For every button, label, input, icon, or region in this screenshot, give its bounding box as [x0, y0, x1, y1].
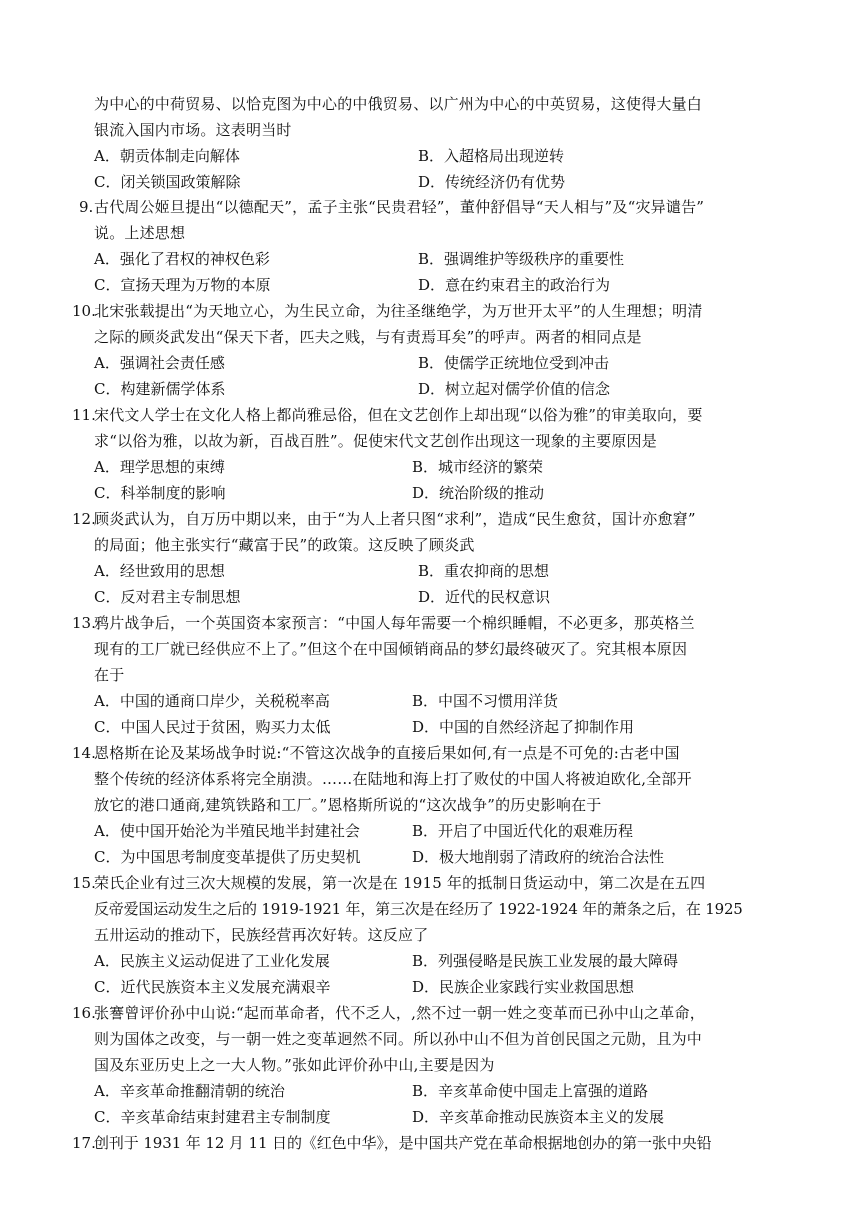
question-9-stem-line-2: 说。上述思想	[94, 224, 186, 242]
question-16-number: 16.	[72, 1004, 96, 1022]
question-9-option-c: C．宣扬天理为万物的本原	[94, 276, 271, 294]
question-14-option-d: D．极大地削弱了清政府的统治合法性	[412, 848, 665, 866]
question-10-stem-line-1: 北宋张载提出“为天地立心，为生民立命，为往圣继绝学，为万世开太平”的人生理想；明清	[94, 302, 703, 320]
question-17-stem-line-1: 创刊于 1931 年 12 月 11 日的《红色中华》，是中国共产党在革命根据地创办的第一张中央铅	[94, 1134, 712, 1152]
question-14-stem-line-2: 整个传统的经济体系将完全崩溃。……在陆地和海上打了败仗的中国人将被迫欧化,全部开	[94, 770, 692, 788]
question-11-number: 11.	[72, 406, 96, 424]
question-12-number: 12.	[72, 510, 96, 528]
question-14-option-a: A．使中国开始沦为半殖民地半封建社会	[94, 822, 360, 840]
question-15-number: 15.	[72, 874, 96, 892]
question-8-option-c: C．闭关锁国政策解除	[94, 173, 241, 191]
question-15-stem-line-1: 荣氏企业有过三次大规模的发展，第一次是在 1915 年的抵制日货运动中，第二次是在五四	[94, 874, 706, 892]
question-15-option-d: D．民族企业家践行实业救国思想	[412, 978, 635, 996]
question-12-option-c: C．反对君主专制思想	[94, 588, 241, 606]
question-16-option-a: A．辛亥革命推翻清朝的统治	[94, 1082, 285, 1100]
question-8-option-a: A．朝贡体制走向解体	[94, 147, 240, 165]
question-9-number: 9.	[79, 198, 94, 216]
question-11-option-c: C．科举制度的影响	[94, 484, 226, 502]
question-10-option-b: B．使儒学正统地位受到冲击	[418, 354, 610, 372]
question-13-number: 13.	[72, 614, 96, 632]
question-10-stem-line-2: 之际的顾炎武发出“保天下者，匹夫之贱，与有责焉耳矣”的呼声。两者的相同点是	[94, 328, 642, 346]
question-16-option-b: B．辛亥革命使中国走上富强的道路	[412, 1082, 649, 1100]
question-11-option-b: B．城市经济的繁荣	[412, 458, 544, 476]
question-8-stem-line-1: 为中心的中荷贸易、以恰克图为中心的中俄贸易、以广州为中心的中英贸易，这使得大量白	[94, 95, 703, 113]
question-13-option-d: D．中国的自然经济起了抑制作用	[412, 718, 635, 736]
question-15-stem-line-2: 反帝爱国运动发生之后的 1919-1921 年，第三次是在经历了 1922-1924 年的萧条之后，在 1925	[94, 900, 743, 918]
question-10-number: 10.	[72, 302, 96, 320]
question-15-option-c: C．近代民族资本主义发展充满艰辛	[94, 978, 331, 996]
question-14-stem-line-3: 放它的港口通商,建筑铁路和工厂。”恩格斯所说的“这次战争”的历史影响在于	[94, 796, 602, 814]
question-11-stem-line-1: 宋代文人学士在文化人格上都尚雅忌俗，但在文艺创作上却出现“以俗为雅”的审美取向，要	[94, 406, 703, 424]
question-12-option-b: B．重农抑商的思想	[418, 562, 550, 580]
question-9-option-d: D．意在约束君主的政治行为	[418, 276, 611, 294]
question-14-option-c: C．为中国思考制度变革提供了历史契机	[94, 848, 361, 866]
question-13-stem-line-1: 鸦片战争后，一个英国资本家预言：“中国人每年需要一个棉织睡帽，不必更多，那英格兰	[94, 614, 695, 632]
question-12-stem-line-1: 顾炎武认为，自万历中期以来，由于“为人上者只图“求利”，造成“民生愈贫，国计亦愈窘”	[94, 510, 696, 528]
question-14-number: 14.	[72, 744, 96, 762]
question-12-option-d: D．近代的民权意识	[418, 588, 551, 606]
question-9-option-b: B．强调维护等级秩序的重要性	[418, 250, 625, 268]
question-13-stem-line-3: 在于	[94, 666, 125, 684]
question-11-option-a: A．理学思想的束缚	[94, 458, 225, 476]
question-8-option-d: D．传统经济仍有优势	[418, 173, 566, 191]
question-15-stem-line-3: 五卅运动的推动下，民族经营再次好转。这反应了	[94, 926, 429, 944]
question-16-option-c: C．辛亥革命结束封建君主专制制度	[94, 1108, 331, 1126]
question-14-option-b: B．开启了中国近代化的艰难历程	[412, 822, 634, 840]
question-12-stem-line-2: 的局面；他主张实行“藏富于民”的政策。这反映了顾炎武	[94, 536, 475, 554]
question-9-stem-line-1: 古代周公姬旦提出“以德配天”，孟子主张“民贵君轻”，董仲舒倡导“天人相与”及“灾异谴告”	[94, 198, 705, 216]
question-13-stem-line-2: 现有的工厂就已经供应不上了。”但这个在中国倾销商品的梦幻最终破灭了。究其根本原因	[94, 640, 688, 658]
question-10-option-d: D．树立起对儒学价值的信念	[418, 380, 611, 398]
question-13-option-a: A．中国的通商口岸少，关税税率高	[94, 692, 330, 710]
question-15-option-b: B．列强侵略是民族工业发展的最大障碍	[412, 952, 679, 970]
question-11-stem-line-2: 求“以俗为雅，以故为新，百战百胜”。促使宋代文艺创作出现这一现象的主要原因是	[94, 432, 657, 450]
question-8-stem-line-2: 银流入国内市场。这表明当时	[94, 121, 292, 139]
question-9-option-a: A．强化了君权的神权色彩	[94, 250, 270, 268]
question-13-option-b: B．中国不习惯用洋货	[412, 692, 559, 710]
question-13-option-c: C．中国人民过于贫困，购买力太低	[94, 718, 331, 736]
question-16-stem-line-1: 张謇曾评价孙中山说:“起而革命者，代不乏人，,然不过一朝一姓之变革而已孙中山之革命，	[94, 1004, 705, 1022]
question-17-number: 17.	[72, 1134, 96, 1152]
question-12-option-a: A．经世致用的思想	[94, 562, 225, 580]
question-14-stem-line-1: 恩格斯在论及某场战争时说:“不管这次战争的直接后果如何,有一点是不可免的:古老中国	[94, 744, 680, 762]
question-15-option-a: A．民族主义运动促进了工业化发展	[94, 952, 330, 970]
question-11-option-d: D．统治阶级的推动	[412, 484, 545, 502]
question-8-option-b: B．入超格局出现逆转	[418, 147, 565, 165]
question-16-option-d: D．辛亥革命推动民族资本主义的发展	[412, 1108, 665, 1126]
question-16-stem-line-3: 国及东亚历史上之一大人物。”张如此评价孙中山,主要是因为	[94, 1056, 495, 1074]
question-10-option-a: A．强调社会责任感	[94, 354, 225, 372]
question-16-stem-line-2: 则为国体之改变，与一朝一姓之变革迥然不同。所以孙中山不但为首创民国之元勋，且为中	[94, 1030, 703, 1048]
question-10-option-c: C．构建新儒学体系	[94, 380, 226, 398]
